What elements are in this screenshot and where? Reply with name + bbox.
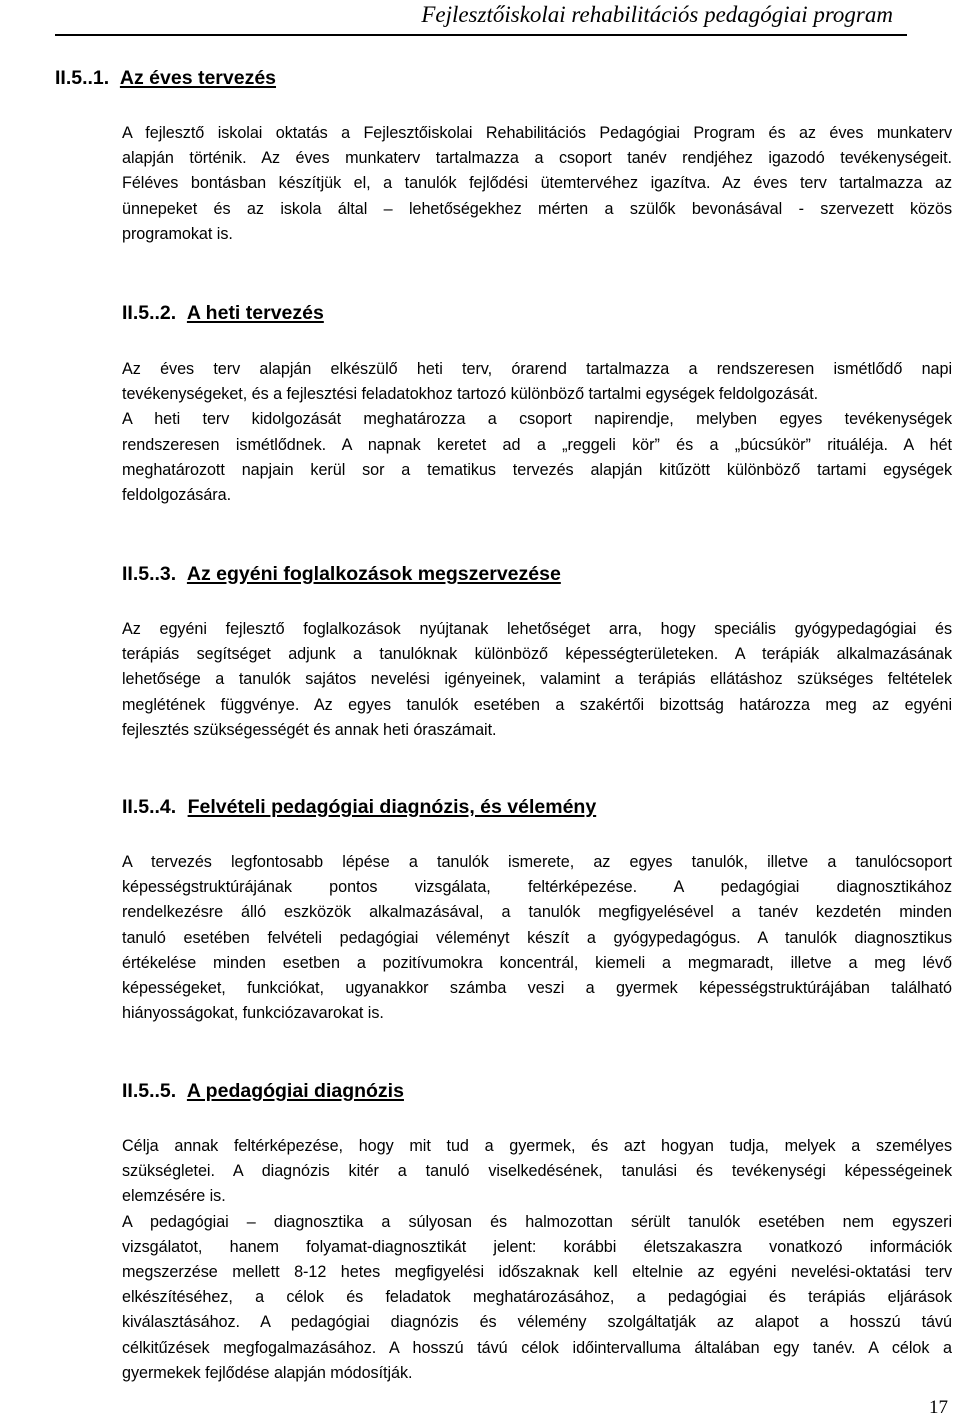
- text-line: tevékenységeket, és a fejlesztési feladatokhoz tartozó különböző tartalmi egységek feldolgozását.: [122, 385, 819, 404]
- text-line: gyermekek fejlődése alapján módosítják.: [122, 1363, 413, 1382]
- section-number: II.5..5.: [122, 1080, 177, 1102]
- text-line: A pedagógiai – diagnosztika a súlyosan és halmozottan sérült tanulók esetében nem egyszeri: [122, 1212, 952, 1231]
- section-number: II.5..1.: [55, 67, 110, 89]
- text-line: A tervezés legfontosabb lépése a tanulók ismerete, az egyes tanulók, illetve a tanulócsoport: [122, 853, 952, 871]
- text-line: rendelkezésre álló eszközök alkalmazásával, a tanulók megfigyelésével a tanév kezdetén minden: [122, 903, 952, 922]
- paragraph: [122, 121, 952, 247]
- text-line: képességstruktúrájának pontos vizsgálata, feltérképezése. A pedagógiai diagnosztikához: [122, 878, 952, 897]
- section-heading: [122, 563, 561, 586]
- section-title: A heti tervezés: [186, 302, 324, 324]
- section-heading: [55, 67, 276, 90]
- text-line: Az egyéni fejlesztő foglalkozások nyújtanak lehetőséget arra, hogy speciális gyógypedagógiai és: [122, 620, 952, 638]
- text-line: ünnepeket és az iskola által – lehetőségekhez mérten a szülők bevonásával - szervezett közös: [122, 199, 952, 218]
- text-line: Az éves terv alapján elkészülő heti terv, órarend tartalmazza a rendszeresen ismétlődő napi: [122, 360, 952, 378]
- text-line: rendszeresen ismétlődnek. A napnak keretet ad a „reggeli kör” és a „búcsúkör” rituáléja. A hét: [122, 435, 952, 454]
- paragraph: [122, 850, 952, 1026]
- text-line: A heti terv kidolgozását meghatározza a csoport napirendje, melyben egyes tevékenységek: [122, 410, 952, 429]
- section-title: Az éves tervezés: [119, 67, 277, 89]
- page-header: [55, 0, 907, 36]
- text-line: elkészítéséhez, a célok és feladatok meghatározásához, a pedagógiai és terápiás eljárások: [122, 1288, 952, 1307]
- text-line: szükségletei. A diagnózis kitér a tanuló viselkedésének, tanulási és tevékenységi képességeinek: [122, 1162, 952, 1181]
- section-number: II.5..3.: [122, 563, 177, 585]
- section-title: A pedagógiai diagnózis: [186, 1080, 404, 1102]
- section-number: II.5..4.: [122, 796, 177, 818]
- text-line: hiányosságokat, funkciózavarokat is.: [122, 1004, 384, 1023]
- text-line: tanuló esetében felvételi pedagógiai véleményt készít a gyógypedagógus. A tanulók diagnosztikus: [122, 928, 952, 947]
- section-heading: [122, 796, 596, 819]
- section-number: II.5..2.: [122, 302, 177, 324]
- text-line: célkitűzések megfogalmazásához. A hosszú távú célok időintervalluma általában egy tanév. A célok a: [122, 1338, 952, 1357]
- text-line: feldolgozására.: [122, 485, 232, 504]
- text-line: meglétének függvénye. Az egyes tanulók esetében a szakértői bizottság határozza meg az egyéni: [122, 695, 952, 714]
- text-line: lehetősége a tanulók sajátos nevelési igényeinek, valamint a terápiás ellátáshoz szükséges feltételek: [122, 670, 952, 689]
- text-line: értékelése minden esetben a pozitívumokra koncentrál, kiemeli a megmaradt, illetve a meg lévő: [122, 953, 952, 972]
- text-line: kiválasztásához. A pedagógiai diagnózis és vélemény szolgáltatják az alapot a hosszú távú: [122, 1313, 952, 1332]
- text-line: Féléves bontásban készítjük el, a tanulók fejlődési ütemtervéhez igazítva. Az éves terv tartalmazza az: [122, 174, 952, 193]
- section-title: Az egyéni foglalkozások megszervezése: [186, 563, 561, 585]
- text-line: Célja annak feltérképezése, hogy mit tud a gyermek, és azt hogyan tudja, melyek a személyes: [122, 1137, 952, 1155]
- section-title: Felvételi pedagógiai diagnózis, és vélemény: [187, 796, 597, 818]
- text-line: A fejlesztő iskolai oktatás a Fejlesztőiskolai Rehabilitációs Pedagógiai Program és az éves munkaterv: [122, 124, 952, 142]
- text-line: terápiás segítséget adjunk a tanulóknak különböző képességterületeken. A terápiák alkalmazásának: [122, 645, 952, 664]
- page-header-title: Fejlesztőiskolai rehabilitációs pedagógiai program: [421, 2, 893, 27]
- text-line: programokat is.: [122, 224, 233, 243]
- text-line: meghatározott napjain kerül sor a tematikus tervezés alapján kitűzött különböző tartami egységek: [122, 460, 952, 479]
- text-line: alapján történik. Az éves munkaterv tartalmazza a csoport tanév rendjéhez igazodó tevékenységeit.: [122, 149, 952, 168]
- paragraph: [122, 617, 952, 743]
- paragraph: [122, 357, 952, 508]
- page-number: 17: [929, 1397, 948, 1418]
- text-line: megszerzése mellett 8-12 hetes megfigyelési időszaknak kell eltelnie az egyéni nevelési-oktatási terv: [122, 1262, 952, 1281]
- text-line: vizsgálatot, hanem folyamat-diagnosztikát jelent: korábbi életszakaszra vonatkozó információk: [122, 1237, 952, 1256]
- section-heading: [122, 302, 324, 325]
- section-heading: [122, 1080, 404, 1103]
- text-line: elemzésére is.: [122, 1187, 226, 1206]
- text-line: fejlesztés szükségességét és annak heti óraszámait.: [122, 720, 497, 739]
- text-line: képességeket, funkciókat, ugyanakkor számba veszi a gyermek képességstruktúrájában található: [122, 978, 952, 997]
- paragraph: [122, 1134, 952, 1386]
